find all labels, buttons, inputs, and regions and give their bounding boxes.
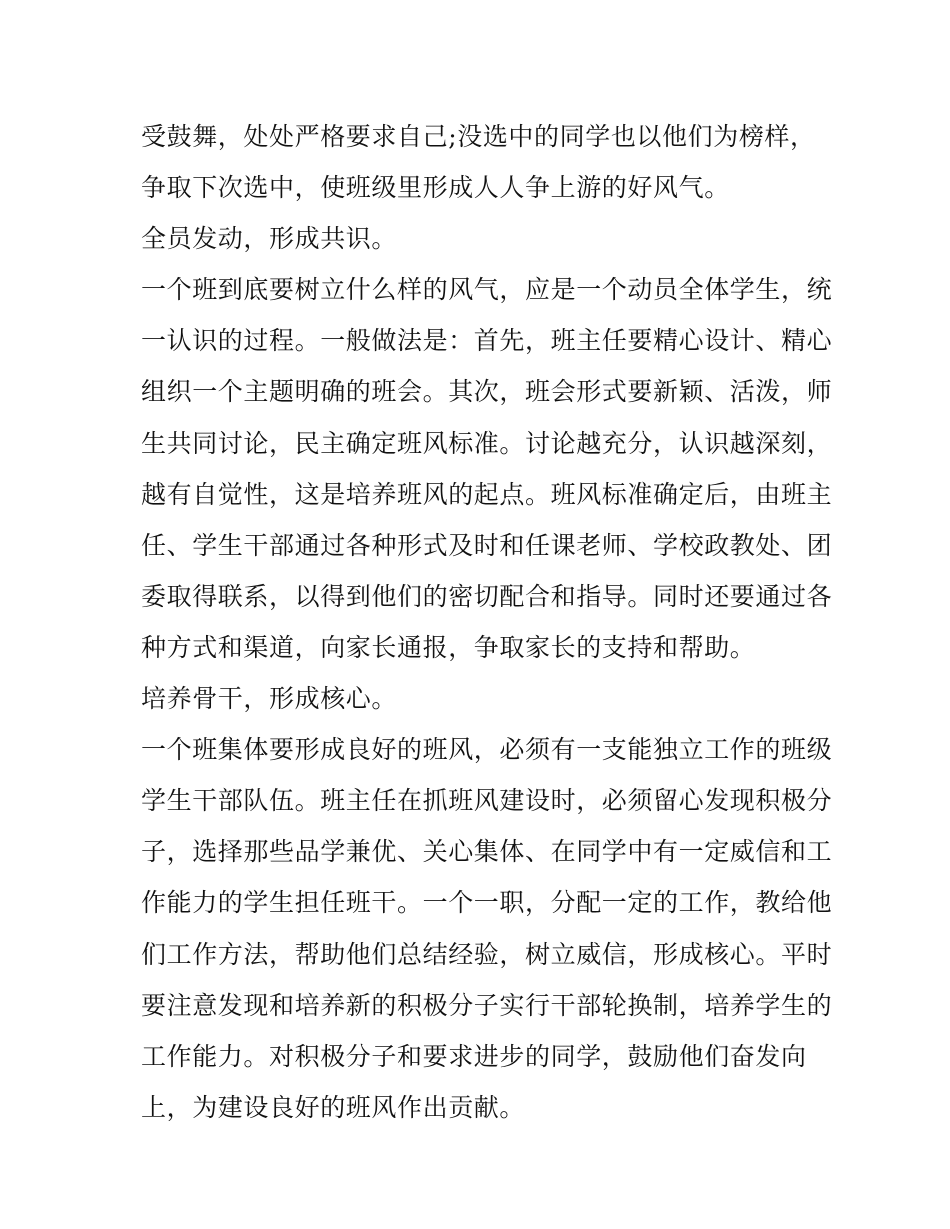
text-line: 要注意发现和培养新的积极分子实行干部轮换制，培养学生的 (141, 990, 833, 1020)
text-line: 任、学生干部通过各种形式及时和任课老师、学校政教处、团 (141, 530, 833, 560)
text-line: 子，选择那些品学兼优、关心集体、在同学中有一定威信和工 (141, 837, 833, 867)
text-line: 们工作方法，帮助他们总结经验，树立威信，形成核心。平时 (141, 939, 833, 969)
text-line: 工作能力。对积极分子和要求进步的同学，鼓励他们奋发向 (141, 1041, 807, 1071)
text-line: 一认识的过程。一般做法是：首先，班主任要精心设计、精心 (141, 326, 833, 356)
text-line: 越有自觉性，这是培养班风的起点。班风标准确定后，由班主 (141, 479, 833, 509)
text-line: 争取下次选中，使班级里形成人人争上游的好风气。 (141, 173, 730, 203)
text-line: 一个班集体要形成良好的班风，必须有一支能独立工作的班级 (141, 735, 833, 765)
text-line: 生共同讨论，民主确定班风标准。讨论越充分，认识越深刻， (141, 428, 833, 458)
text-line: 种方式和渠道，向家长通报，争取家长的支持和帮助。 (141, 632, 756, 662)
text-line: 组织一个主题明确的班会。其次，班会形式要新颖、活泼，师 (141, 377, 833, 407)
section-heading-peiyang: 培养骨干，形成核心。 (141, 684, 398, 714)
section-heading-quanyuan: 全员发动，形成共识。 (141, 224, 398, 254)
text-line: 作能力的学生担任班干。一个一职，分配一定的工作，教给他 (141, 888, 833, 918)
text-line: 受鼓舞，处处严格要求自己;没选中的同学也以他们为榜样， (141, 122, 816, 151)
text-line: 学生干部队伍。班主任在抓班风建设时，必须留心发现积极分 (141, 786, 833, 816)
text-line: 上，为建设良好的班风作出贡献。 (141, 1092, 526, 1122)
text-line: 一个班到底要树立什么样的风气，应是一个动员全体学生，统 (141, 275, 833, 305)
text-line: 委取得联系，以得到他们的密切配合和指导。同时还要通过各 (141, 581, 833, 611)
body-text (141, 111, 833, 1133)
